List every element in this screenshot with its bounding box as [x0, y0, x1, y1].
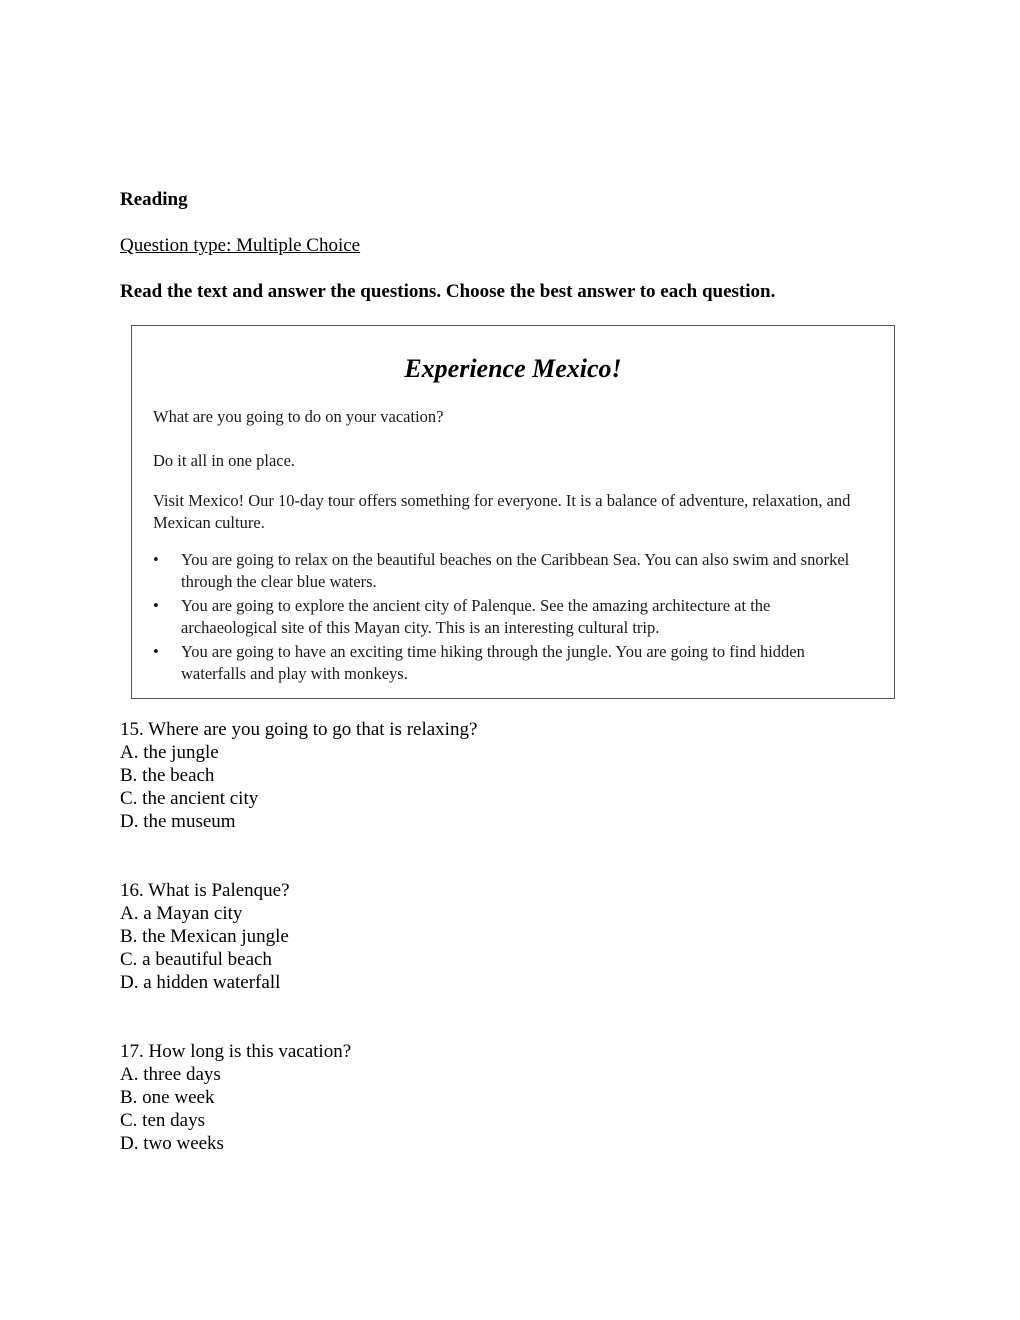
bullet-icon: •: [153, 596, 159, 615]
answer-option-c: C. a beautiful beach: [120, 949, 272, 970]
answer-option-c: C. the ancient city: [120, 788, 259, 809]
question-stem: 17. How long is this vacation?: [120, 1041, 352, 1062]
question-type-label: Question type: Multiple Choice: [120, 235, 361, 256]
answer-option-d: D. a hidden waterfall: [120, 972, 281, 993]
instructions: Read the text and answer the questions. Choose the best answer to each question.: [120, 281, 776, 302]
passage-title: Experience Mexico!: [404, 354, 622, 383]
bullet-item: [153, 549, 853, 593]
answer-option-b: B. the Mexican jungle: [120, 926, 289, 947]
answer-option-a: A. three days: [120, 1064, 221, 1085]
answer-option-a: A. the jungle: [120, 742, 219, 763]
answer-option-b: B. one week: [120, 1087, 215, 1108]
passage-bullet-list: [153, 549, 853, 687]
question-16: [120, 879, 290, 994]
bullet-text: You are going to have an exciting time hiking through the jungle. You are going to find hidden waterfalls and play with monkeys.: [181, 642, 805, 683]
question-stem: 15. Where are you going to go that is relaxing?: [120, 719, 478, 740]
answer-option-a: A. a Mayan city: [120, 903, 243, 924]
passage-paragraph: Visit Mexico! Our 10-day tour offers something for everyone. It is a balance of adventure, relaxation, and Mexican culture.: [153, 491, 851, 532]
bullet-icon: •: [153, 642, 159, 661]
bullet-text: You are going to explore the ancient city of Palenque. See the amazing architecture at the archaeological site of this Mayan city. This is an interesting cultural trip.: [181, 596, 771, 637]
answer-option-d: D. the museum: [120, 811, 236, 832]
question-stem: 16. What is Palenque?: [120, 880, 290, 901]
bullet-icon: •: [153, 550, 159, 569]
answer-option-c: C. ten days: [120, 1110, 205, 1131]
passage-box: [131, 325, 895, 699]
section-title: Reading: [120, 189, 188, 210]
passage-paragraph: Do it all in one place.: [153, 451, 296, 470]
answer-option-d: D. two weeks: [120, 1133, 224, 1154]
bullet-item: [153, 641, 853, 685]
question-15: [120, 718, 477, 833]
answer-option-b: B. the beach: [120, 765, 215, 786]
bullet-item: [153, 595, 853, 639]
question-17: [120, 1040, 351, 1155]
bullet-text: You are going to relax on the beautiful beaches on the Caribbean Sea. You can also swim and snorkel through the clear blue waters.: [181, 550, 850, 591]
passage-paragraph: What are you going to do on your vacation?: [153, 407, 444, 426]
